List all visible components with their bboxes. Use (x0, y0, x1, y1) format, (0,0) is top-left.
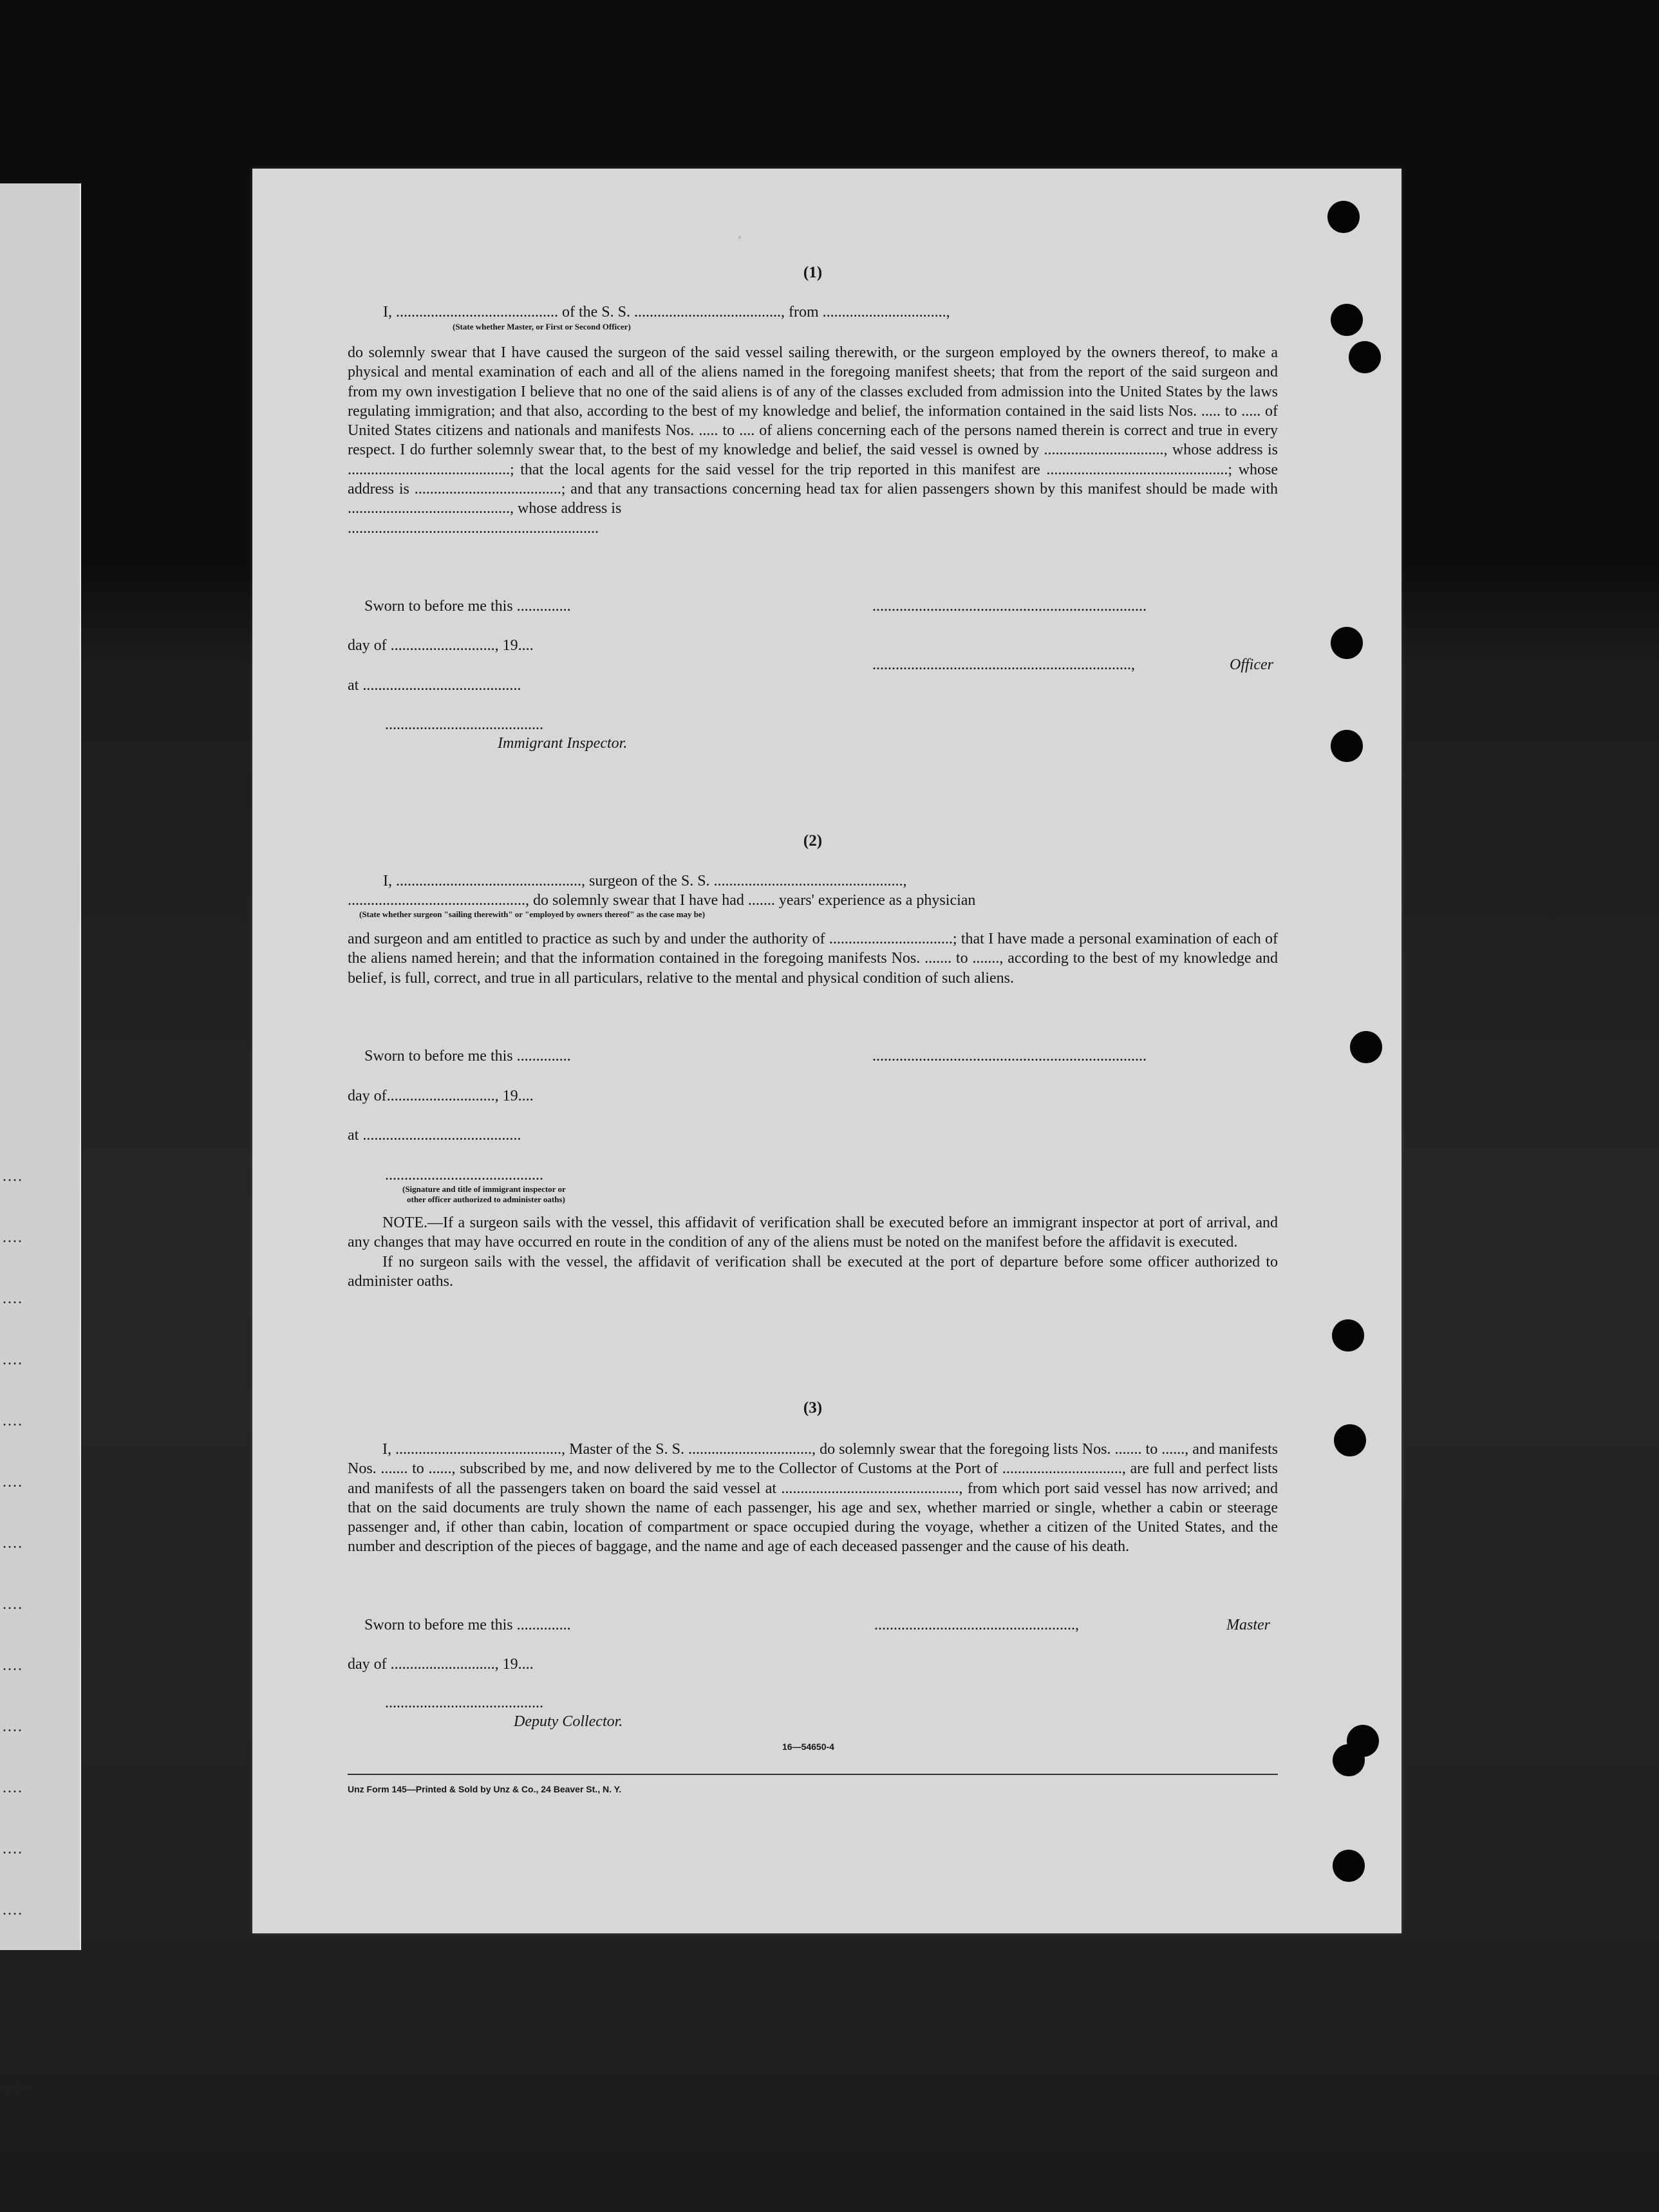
day-line: day of ..........................., 19.... (348, 637, 534, 654)
surgeon-signature-line: ....................................................................... (872, 1048, 1147, 1064)
signature-note-1: (Signature and title of immigrant inspector or (402, 1184, 566, 1194)
note-paragraph-1 (348, 1213, 1278, 1252)
at-line: at ......................................... (348, 1127, 521, 1144)
punch-hole (1350, 1031, 1382, 1063)
adjacent-form-number: 650-4 (1, 2082, 32, 2095)
section2-body (348, 929, 1278, 988)
sworn-line: Sworn to before me this .............. (364, 1048, 571, 1064)
section-number-3: (3) (803, 1399, 823, 1417)
note-label: NOTE. (382, 1214, 427, 1231)
section3-body (348, 1440, 1278, 1557)
document-page: . (252, 169, 1401, 1933)
footer-rule (348, 1774, 1278, 1775)
punch-hole (1333, 1850, 1365, 1882)
note-paragraph-2: If no surgeon sails with the vessel, the affidavit of verification shall be executed at the port of departure before some officer authorized to administer oaths. (348, 1253, 1278, 1290)
punch-hole (1331, 627, 1363, 659)
section-number-1: (1) (803, 264, 823, 281)
section-number-2: (2) (803, 832, 823, 850)
deputy-collector-label: Deputy Collector. (514, 1713, 623, 1730)
surgeon-oath-line: I, ................................................, surgeon of the S. S. ................................................., (383, 873, 907, 889)
punch-hole (1331, 730, 1363, 762)
sworn-line: Sworn to before me this .............. (364, 1617, 571, 1633)
signature-note-2: other officer authorized to administer oaths) (407, 1194, 565, 1204)
address-line: ................................................................. (348, 519, 599, 537)
collector-oath-text: I, ..........................................., Master of the S. S. ................................, do solemnly swear that the foregoing lists Nos. ....... to ......, and manifests Nos. ....... to ......, subscribed by me, and now delivered by me to the Collector of Customs at the Port of ..............................., are full and perfect lists and manifests of all the passengers taken on board the said vessel at .............................................., from which port said vessel has now arrived; and that on the said documents are truly shown the name of each passenger, his age and sex, whether married or single, whether a cabin or steerage passenger and, if other than cabin, location of compartment or space occupied during the voyage, whether a citizen of the United States, and the number and description of the pieces of baggage, and the name and age of each deceased passenger and the cause of his death. (348, 1441, 1278, 1556)
punch-hole (1332, 1319, 1364, 1352)
note-text-1: —If a surgeon sails with the vessel, this affidavit of verification shall be executed before an immigrant inspector at port of arrival, and any changes that may have occurred en route in the condition of any of the aliens must be noted on the manifest before the affidavit is executed. (348, 1214, 1278, 1251)
form-number: 16—54650-4 (782, 1742, 834, 1752)
punch-hole (1331, 304, 1363, 336)
punch-hole (1333, 1744, 1365, 1776)
inspector-signature-line: ......................................... (385, 716, 543, 733)
at-line: at ......................................... (348, 677, 521, 694)
punch-hole (1349, 341, 1381, 373)
signature-line: ....................................................................... (872, 598, 1147, 615)
surgeon-oath-note: (State whether surgeon "sailing therewith" or "employed by owners thereof" as the case may be) (359, 909, 706, 919)
surgeon-oath-text: and surgeon and am entitled to practice as such by and under the authority of ................................; that I have made a personal examination of each of the aliens named herein; and that the information contained in the foregoing manifests Nos. ....... to ......., according to the best of my knowledge and belief, is full, correct, and true in all particulars, relative to the mental and physical condition of such aliens. (348, 931, 1278, 987)
punch-hole (1334, 1424, 1366, 1456)
master-label: Master (1226, 1617, 1270, 1633)
officer-signature-line: ......................................... (385, 1167, 543, 1184)
day-line: day of............................, 19.... (348, 1088, 534, 1104)
immigrant-inspector-label: Immigrant Inspector. (498, 735, 628, 752)
punch-hole (1327, 201, 1360, 233)
day-line: day of ..........................., 19.... (348, 1656, 534, 1673)
oath-note-rank: (State whether Master, or First or Second Officer) (453, 322, 631, 331)
surgeon-experience-line: .............................................., do solemnly swear that I have had ....... years' experience as a physician (348, 892, 976, 909)
note-block (348, 1213, 1278, 1291)
officer-label: Officer (1230, 656, 1273, 673)
printer-footer: Unz Form 145—Printed & Sold by Unz & Co., 24 Beaver St., N. Y. (348, 1784, 622, 1794)
master-oath-text: do solemnly swear that I have caused the surgeon of the said vessel sailing therewith, or the surgeon employed by the owners thereof, to make a physical and mental examination of each and all of the aliens named in the foregoing manifest sheets; that from the report of the said surgeon and from my own investigation I believe that no one of the said aliens is of any of the classes excluded from admission into the United States by the laws regulating immigration; and that also, according to the best of my knowledge and belief, the information contained in the said lists Nos. ..... to ..... of United States citizens and nationals and manifests Nos. ..... to .... of aliens concerning each of the persons named therein is correct and true in every respect. I do further solemnly swear that, to the best of my knowledge and belief, the said vessel is owned by ..............................., whose address is ..........................................; that the local agents for the said vessel for the trip reported in this manifest are ...............................................; whose address is ......................................; and that any transactions concerning head tax for alien passengers shown by this manifest should be made with .........................................., whose address is (348, 344, 1278, 517)
collector-signature-line: ......................................... (385, 1695, 543, 1711)
sworn-line: Sworn to before me this .............. (364, 598, 571, 615)
adjacent-page-strip: .... .... .... .... .... .... .... .... .... .... .... .... .... .... .... 650-4 (0, 183, 81, 1950)
officer-signature-line: ..................................................................., (872, 656, 1135, 673)
section1-body (348, 343, 1278, 538)
oath-line-master: I, .......................................... of the S. S. ......................................, from ................................, (383, 304, 950, 321)
master-signature-line: ...................................................., (874, 1617, 1079, 1633)
